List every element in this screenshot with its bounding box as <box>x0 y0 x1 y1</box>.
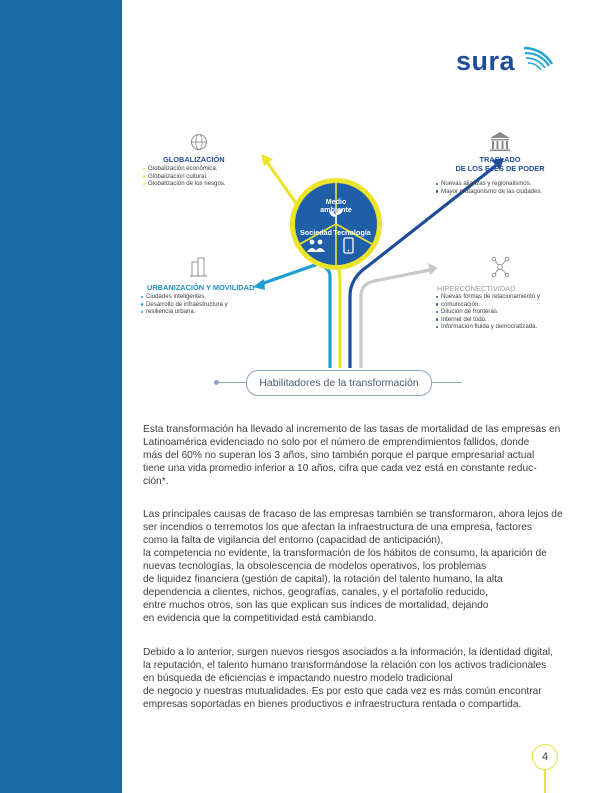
text-line: entre muchos otros, son las que explican sus índices de mortalidad, dejando <box>143 600 489 611</box>
hub-label-technology: Tecnología <box>333 228 371 237</box>
power-shift-list <box>436 180 542 195</box>
text-line: en búsqueda de eficiencias e impactando nuestro modelo tradicional <box>143 673 453 684</box>
power-shift-title <box>445 155 555 173</box>
power-shift-title-line1: TRASLADO <box>479 155 521 164</box>
list-item: Desarrollo de infraestructura y <box>141 301 228 309</box>
text-line: Debido a lo anterior, surgen nuevos riesgos asociados a la información, la identidad digital, <box>143 647 554 658</box>
list-item: Nuevas alianzas y regionalismos. <box>436 180 542 188</box>
list-item: Ciudades inteligentes. <box>141 293 228 301</box>
paragraph-3 <box>143 646 573 711</box>
bank-icon <box>490 132 510 151</box>
buildings-icon <box>190 258 207 276</box>
text-line: ción*. <box>143 476 169 487</box>
list-item: Dilución de fronteras. <box>436 308 540 316</box>
list-item: Globalización económica. <box>143 165 226 173</box>
list-item: Globalización cultural. <box>143 173 226 181</box>
enablers-label: Habilitadores de la transformación <box>246 370 432 396</box>
hyperconnectivity-list <box>436 293 540 331</box>
network-icon <box>492 257 509 277</box>
hyperconnectivity-title: HIPERCONECTIVIDAD <box>437 284 516 293</box>
text-line: más del 60% no superan los 3 años, sino también porque el parque empresarial actual <box>143 450 535 461</box>
text-line: la competencia no evidente, la transformación de los hábitos de consumo, la aparición de <box>143 548 547 559</box>
list-item: Información fluida y democratizada. <box>436 323 540 331</box>
list-item: comunicación. <box>436 301 540 309</box>
text-line: dependencia a clientes, nichos, geografías, canales, y el portafolio reducido, <box>143 587 488 598</box>
paragraph-1 <box>143 423 573 488</box>
power-shift-title-line2: DE LOS EJES DE PODER <box>455 164 545 173</box>
text-line: tiene una vida promedio inferior a 10 años, cifra que cada vez está en constante reduc- <box>143 463 537 474</box>
list-item: Nuevas formas de relacionamiento y <box>436 293 540 301</box>
list-item: Mayor protagonismo de las ciudades. <box>436 188 542 196</box>
text-line: en evidencia que la competitividad está cambiando. <box>143 613 377 624</box>
logo-text: sura <box>456 46 516 76</box>
text-line: Latinoamérica evidenciado no solo por el número de emprendimientos fallidos, donde <box>143 437 530 448</box>
text-line: empresas soportadas en bienes productivos e infraestructura rentada o compartida. <box>143 699 522 710</box>
globalization-list <box>143 165 226 188</box>
list-item: resiliencia urbana. <box>141 308 228 316</box>
urbanization-title: URBANIZACIÓN Y MOVILIDAD <box>147 283 255 292</box>
hub-label-society: Sociedad <box>300 228 332 237</box>
text-line: Esta transformación ha llevado al incremento de las tasas de mortalidad de las empresas en <box>143 424 561 435</box>
text-line: nuevas tecnologías, la obsolescencia de modelos operativos, los problemas <box>143 561 487 572</box>
page-number: 4 <box>532 744 558 770</box>
text-line: como la falta de vigilancia del entorno (capacidad de anticipación), <box>143 535 444 546</box>
paragraph-2 <box>143 508 573 625</box>
hub-label-environment: Medio ambiente <box>320 197 352 214</box>
text-line: de negocio y nuestras mutualidades. Es por esto que cada vez es más común encontrar <box>143 686 542 697</box>
text-line: ser incendios o terremotos los que afectan la infraestructura de una empresa, factores <box>143 522 533 533</box>
enablers-dot <box>214 380 219 385</box>
text-line: la reputación, el talento humano transformándose la relación con los activos tradicionales <box>143 660 547 671</box>
list-item: Internet del todo. <box>436 316 540 324</box>
globe-icon <box>192 135 207 150</box>
globalization-title: GLOBALIZACIÓN <box>163 155 225 164</box>
text-line: Las principales causas de fracaso de las empresas también se transformaron, ahora lejos de <box>143 509 563 520</box>
page-number-line <box>544 770 546 793</box>
text-line: de liquidez financiera (gestión de capital), la rotación del talento humano, la alta <box>143 574 503 585</box>
urbanization-list <box>141 293 228 316</box>
list-item: Globalización de los riesgos. <box>143 180 226 188</box>
